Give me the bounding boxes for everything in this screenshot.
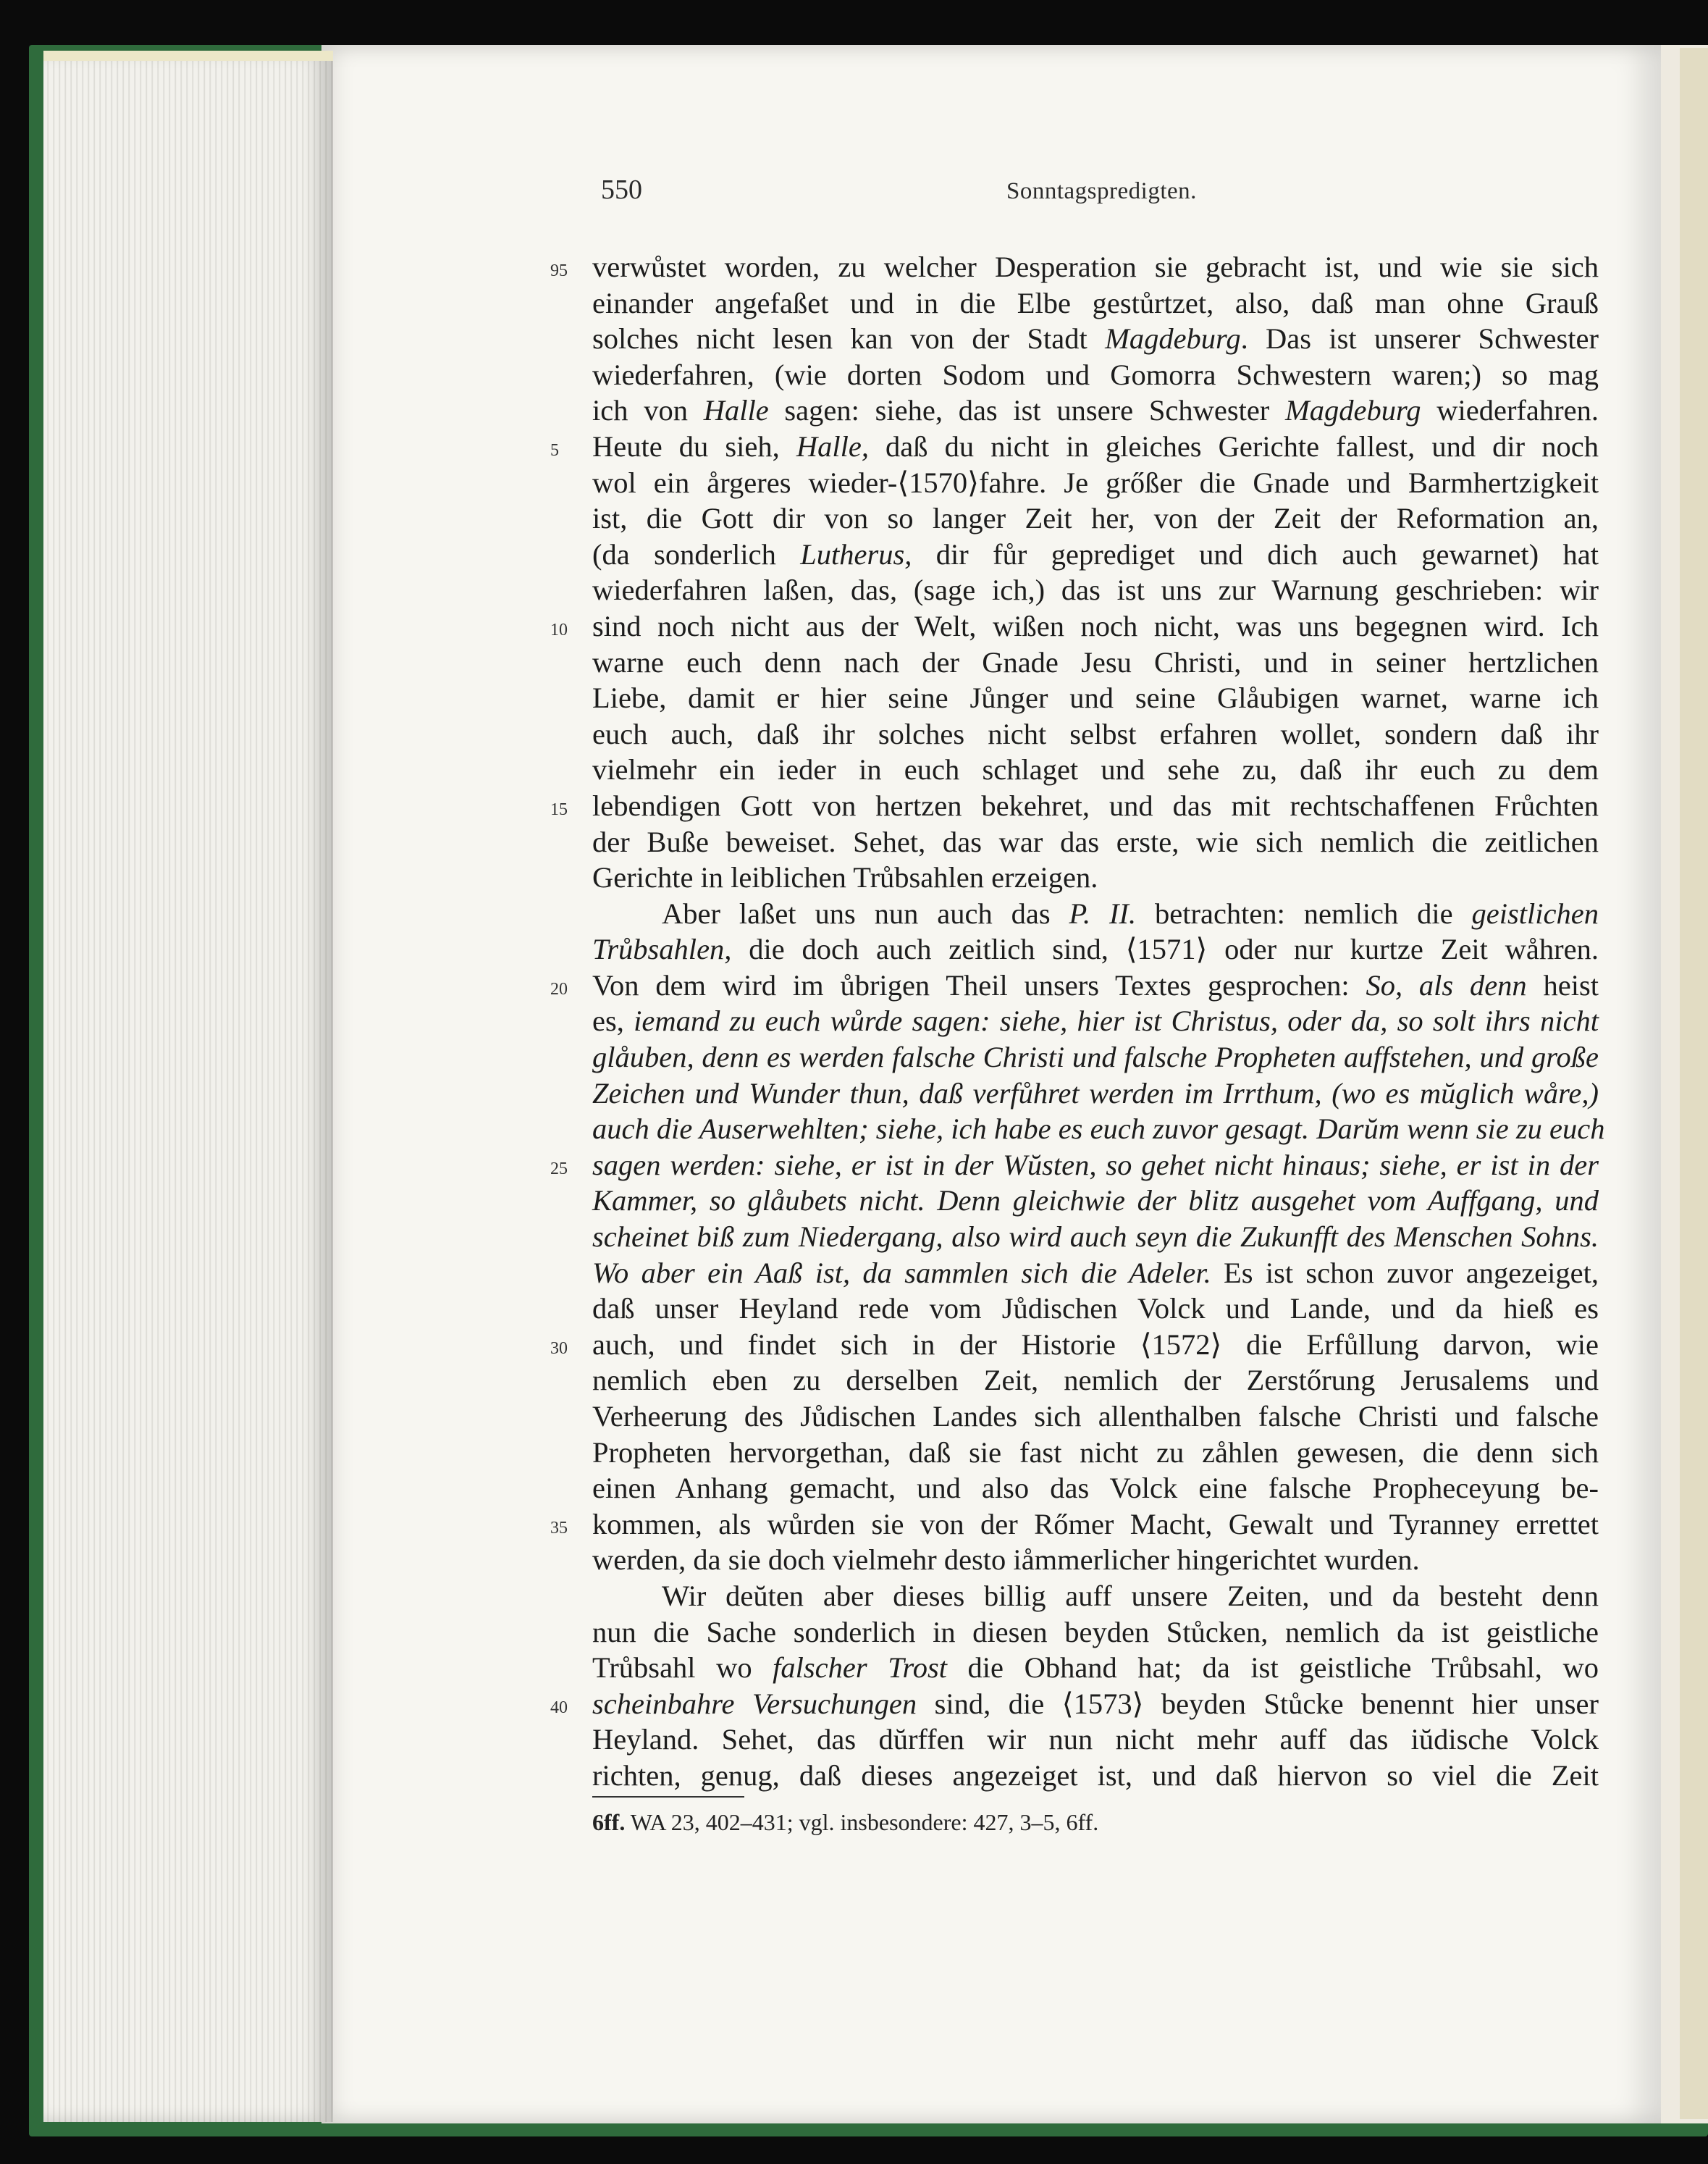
- italic-text: falscher Trost: [773, 1651, 947, 1685]
- text-line: [592, 716, 1599, 752]
- text-line: [550, 1686, 1599, 1722]
- text-line: [592, 1183, 1599, 1219]
- line-text: scheinbahre Versuchungen sind, die ⟨1573⟩ beyden Stůcke benennt hier unser: [592, 1687, 1599, 1720]
- text-line: [550, 1147, 1599, 1183]
- italic-text: auch die Auserwehlten; siehe, ich habe es euch zuvor gesagt. Darŭm wenn sie zu euch: [592, 1112, 1605, 1146]
- line-text: richten, genug, daß dieses angezeiget ist, und daß hiervon so viel die Zeit: [592, 1758, 1599, 1792]
- line-text: es, iemand zu euch wůrde sagen: siehe, hier ist Christus, oder da, so solt ihrs nicht: [592, 1005, 1599, 1038]
- line-text: Trůbsahlen, die doch auch zeitlich sind, ⟨1571⟩ oder nur kurtze Zeit wåhren.: [592, 933, 1599, 966]
- footnote: [592, 1809, 1098, 1836]
- line-text: [592, 1147, 1599, 1183]
- text-line: [592, 860, 1599, 896]
- text-line: [550, 968, 1599, 1004]
- text-line: [592, 465, 1599, 501]
- line-text: Wir deŭten aber dieses billig auff unsere Zeiten, und da besteht denn: [662, 1579, 1599, 1612]
- line-text: einen Anhang gemacht, und also das Volck eine falsche Prophecеyung be-: [592, 1472, 1599, 1505]
- line-text: warne euch denn nach der Gnade Jesu Christi, und in seiner hertzlichen: [592, 645, 1599, 679]
- text-line: [550, 249, 1599, 285]
- italic-text: Magdeburg: [1285, 394, 1421, 427]
- text-line: [592, 572, 1599, 608]
- text-line: [550, 788, 1599, 824]
- line-text: kommen, als wůrden sie von der Rőmer Macht, Gewalt und Tyranney errettet: [592, 1507, 1599, 1540]
- line-text: einander angefaßet und in die Elbe gestůrtzet, also, daß man ohne Grauß: [592, 286, 1599, 319]
- line-text: ist, die Gott dir von so langer Zeit her, von der Zeit der Reformation an,: [592, 502, 1599, 535]
- italic-text: Zeichen und Wunder thun, daß verfůhret werden im Irrthum, (wo es mŭglich wåre,): [592, 1076, 1599, 1110]
- line-number: 40: [550, 1698, 568, 1717]
- text-line: [592, 537, 1599, 573]
- text-line: [592, 1075, 1599, 1112]
- text-line: [592, 321, 1599, 357]
- page-block-edges: [43, 51, 333, 2122]
- italic-text: glåuben, denn es werden falsche Christi und falsche Propheten auffstehen, und große: [592, 1041, 1599, 1074]
- footnote-rule: [592, 1796, 744, 1798]
- line-text: ich von Halle sagen: siehe, das ist unsere Schwester Magdeburg wiederfahren.: [592, 394, 1599, 427]
- line-number: 25: [550, 1159, 568, 1178]
- text-line: [592, 1758, 1599, 1794]
- line-text: euch auch, daß ihr solches nicht selbst erfahren wollet, sondern daß ihr: [592, 717, 1599, 750]
- text-line: [592, 1362, 1599, 1398]
- footnote-text: WA 23, 402–431; vgl. insbesondere: 427, 3–5, 6ff.: [630, 1809, 1099, 1835]
- text-line: [592, 393, 1599, 429]
- line-text: [592, 1075, 1599, 1112]
- line-text: der Buße beweiset. Sehet, das war das erste, wie sich nemlich die zeitlichen: [592, 825, 1599, 858]
- line-text: daß unser Heyland rede vom Jůdischen Volck und Lande, und da hieß es: [592, 1292, 1599, 1325]
- line-text: Heute du sieh, Halle, daß du nicht in gleiches Gerichte fallest, und dir noch: [592, 429, 1599, 463]
- italic-text: Halle: [703, 394, 769, 427]
- italic-text: sagen werden: siehe, er ist in der Wŭsten, so gehet nicht hinaus; siehe, er ist in der: [592, 1148, 1599, 1181]
- text-line: [550, 1506, 1599, 1543]
- line-number: 20: [550, 979, 568, 999]
- line-text: auch, und findet sich in der Historie ⟨1572⟩ die Erfůllung darvon, wie: [592, 1328, 1599, 1361]
- italic-text: P. II.: [1069, 897, 1137, 930]
- italic-text: iemand zu euch wůrde sagen: siehe, hier ist Christus, oder da, so solt ihrs nicht: [634, 1005, 1599, 1038]
- italic-text: Wo aber ein Aaß ist, da sammlen sich die Adeler.: [592, 1256, 1211, 1289]
- italic-text: Lutherus,: [800, 537, 912, 571]
- italic-text: Halle,: [796, 429, 869, 463]
- line-text: Propheten hervorgethan, daß sie fast nicht zu zåhlen gewesen, die denn sich: [592, 1435, 1599, 1469]
- facing-page-strip: [1680, 48, 1708, 2119]
- text-line: [592, 1219, 1599, 1255]
- page-header: [601, 174, 1615, 217]
- italic-text: scheinbahre Versuchungen: [592, 1687, 917, 1720]
- line-text: lebendigen Gott von hertzen bekehret, und das mit rechtschaffenen Frůchten: [592, 789, 1599, 822]
- text-line: [592, 1039, 1599, 1075]
- line-text: Verheerung des Jůdischen Landes sich allenthalben falsche Christi und falsche: [592, 1400, 1599, 1433]
- line-text: wiederfahren laßen, das, (sage ich,) das ist uns zur Warnung geschrieben: wir: [592, 574, 1599, 607]
- line-text: [592, 1219, 1599, 1255]
- text-line: [592, 824, 1599, 860]
- line-text: werden, da sie doch vielmehr desto iåmmerlicher hingerichtet wurden.: [592, 1543, 1420, 1577]
- line-text: Gerichte in leiblichen Trůbsahlen erzeigen.: [592, 861, 1098, 894]
- footnote-ref: 6ff.: [592, 1809, 626, 1835]
- page-number: 550: [601, 175, 642, 205]
- text-line: [592, 1650, 1599, 1686]
- line-text: verwůstet worden, zu welcher Desperation sie gebracht ist, und wie sie sich: [592, 251, 1599, 283]
- line-text: nun die Sache sonderlich in diesen beyden Stůcken, nemlich da ist geistliche: [592, 1615, 1599, 1648]
- line-text: [592, 1183, 1599, 1219]
- running-head: Sonntagspredigten.: [1006, 178, 1197, 204]
- line-number: 30: [550, 1338, 568, 1358]
- line-text: Von dem wird im ůbrigen Theil unsers Textes gesprochen: So, als denn heist: [592, 968, 1599, 1002]
- text-line: [592, 1721, 1599, 1758]
- line-text: Heyland. Sehet, das dŭrffen wir nun nicht mehr auff das iŭdische Volck: [592, 1723, 1599, 1756]
- line-text: Aber laßet uns nun auch das P. II. betrachten: nemlich die geistlichen: [662, 897, 1599, 930]
- italic-text: scheinet biß zum Niedergang, also wird auch seyn die Zukunfft des Menschen Sohns.: [592, 1220, 1599, 1254]
- line-number: 15: [550, 800, 568, 819]
- line-text: Liebe, damit er hier seine Jůnger und seine Glåubigen warnet, warne ich: [592, 682, 1599, 715]
- text-line: [592, 1255, 1599, 1291]
- text-line: [592, 1614, 1599, 1651]
- text-line: [592, 931, 1599, 968]
- italic-text: Trůbsahlen,: [592, 933, 732, 966]
- text-line: [592, 1398, 1599, 1435]
- line-text: solches nicht lesen kan von der Stadt Magdeburg. Das ist unserer Schwester: [592, 322, 1599, 356]
- text-line: [592, 1003, 1599, 1039]
- italic-text: Kammer, so glåubets nicht. Denn gleichwie der blitz ausgehet vom Auffgang, und: [592, 1184, 1599, 1217]
- text-line: [592, 357, 1599, 393]
- line-number: 5: [550, 440, 559, 460]
- italic-text: So, als denn: [1366, 968, 1527, 1002]
- line-text: wiederfahren, (wie dorten Sodom und Gomorra Schwestern waren;) so mag: [592, 358, 1599, 391]
- line-text: nemlich eben zu derselben Zeit, nemlich der Zerstőrung Jerusalems und: [592, 1364, 1599, 1397]
- body-text: [550, 249, 1605, 1794]
- line-text: vielmehr ein ieder in euch schlaget und sehe zu, daß ihr euch zu dem: [592, 753, 1599, 787]
- line-number: 35: [550, 1518, 568, 1538]
- text-line: [550, 429, 1599, 465]
- line-number: 10: [550, 620, 568, 639]
- text-line: [592, 1470, 1599, 1506]
- text-line: [592, 896, 1599, 932]
- line-number: 95: [550, 261, 568, 280]
- text-line: [592, 500, 1599, 537]
- text-line: [592, 1578, 1599, 1614]
- line-text: Wo aber ein Aaß ist, da sammlen sich die Adeler. Es ist schon zuvor angezeiget,: [592, 1256, 1599, 1289]
- text-line: [592, 1291, 1599, 1327]
- text-line: [592, 752, 1599, 788]
- text-line: [592, 1111, 1605, 1147]
- line-text: sind noch nicht aus der Welt, wißen noch nicht, was uns begegnen wird. Ich: [592, 609, 1599, 642]
- text-line: [550, 1327, 1599, 1363]
- line-text: (da sonderlich Lutherus, dir fůr geprediget und dich auch gewarnet) hat: [592, 537, 1599, 571]
- line-text: [592, 1111, 1604, 1147]
- text-line: [550, 608, 1599, 645]
- text-line: [592, 285, 1599, 322]
- line-text: wol ein årgeres wieder-⟨1570⟩fahre. Je grőßer die Gnade und Barmhertzigkeit: [592, 466, 1599, 499]
- text-line: [592, 1542, 1599, 1578]
- line-text: [592, 1039, 1599, 1075]
- italic-text: Magdeburg: [1105, 322, 1241, 356]
- text-line: [592, 680, 1599, 716]
- italic-text: geistlichen: [1471, 897, 1599, 930]
- line-text: Trůbsahl wo falscher Trost die Obhand hat; da ist geistliche Trůbsahl, wo: [592, 1651, 1599, 1685]
- text-line: [592, 645, 1599, 681]
- text-line: [592, 1435, 1599, 1471]
